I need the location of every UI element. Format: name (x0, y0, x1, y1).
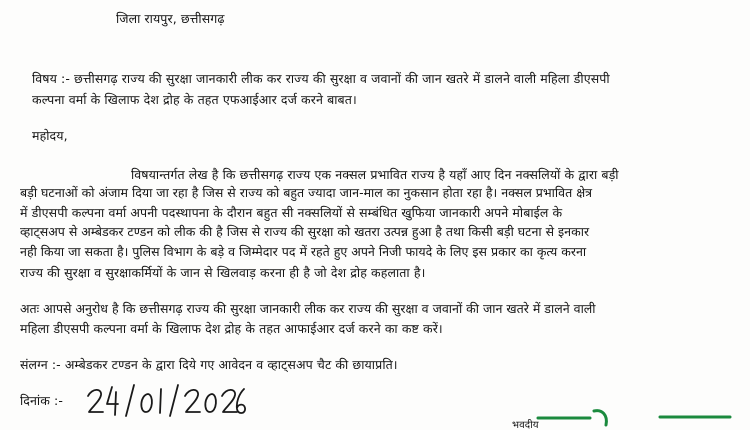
date-label: दिनांक :- (20, 393, 63, 408)
request-line-1: अतः आपसे अनुरोध है कि छत्तीसगढ़ राज्य की सुरक्षा जानकारी लीक कर राज्य की सुरक्षा व जवानों की जान खतरे में डालने वाली (20, 301, 596, 316)
address-line: जिला रायपुर, छत्तीसगढ़ (116, 11, 225, 26)
body-line-6: राज्य की सुरक्षा व सुरक्षाकर्मियों के जान से खिलवाड़ करना ही है जो देश द्रोह कहलाता है। (20, 265, 426, 280)
salutation: महोदय, (32, 128, 68, 143)
body-line-5: नही किया जा सकता है। पुलिस विभाग के बड़े व जिम्मेदार पद में रहते हुए अपने निजी फायदे के लिए इस प्रकार का कृत्य करना (20, 244, 587, 259)
closing: भवदीय (512, 420, 539, 430)
subject-line-1: विषय :- छत्तीसगढ़ राज्य की सुरक्षा जानकारी लीक कर राज्य की सुरक्षा व जवानों की जान खतरे में डालने वाली महिला डीएसपी (32, 71, 610, 86)
handwritten-date (86, 382, 246, 418)
body-line-3: में डीएसपी कल्पना वर्मा अपनी पदस्थापना के दौरान बहुत सी नक्सलियों से सम्बंधित खुफिया जानकारी अपने मोबाईल के (20, 205, 563, 220)
body-line-1: विषयान्तर्गत लेख है कि छत्तीसगढ़ राज्य एक नक्सल प्रभावित राज्य है यहाँ आए दिन नक्सलियों के द्वारा बड़ी (131, 167, 619, 182)
signature-mark (510, 405, 750, 430)
body-line-4: व्हाट्सअप से अम्बेडकर टण्डन को लीक की है जिस से राज्य की सुरक्षा को खतरा उत्पन्न हुआ है तथा किसी बड़ी घटना से इनकार (20, 224, 590, 239)
body-line-2: बड़ी घटनाओं को अंजाम दिया जा रहा है जिस से राज्य को बहुत ज्यादा जान-माल का नुकसान होता रहा है। नक्सल प्रभावित क्षेत्र (20, 185, 593, 200)
request-line-2: महिला डीएसपी कल्पना वर्मा के खिलाफ देश द्रोह के तहत आफाईआर दर्ज करने का कष्ट करें। (20, 321, 443, 336)
enclosure-line: संलग्न :- अम्बेडकर टण्डन के द्वारा दिये गए आवेदन व व्हाट्सअप चैट की छायाप्रति। (20, 357, 398, 372)
subject-line-2: कल्पना वर्मा के खिलाफ देश द्रोह के तहत एफआईआर दर्ज करने बाबत। (32, 92, 357, 107)
